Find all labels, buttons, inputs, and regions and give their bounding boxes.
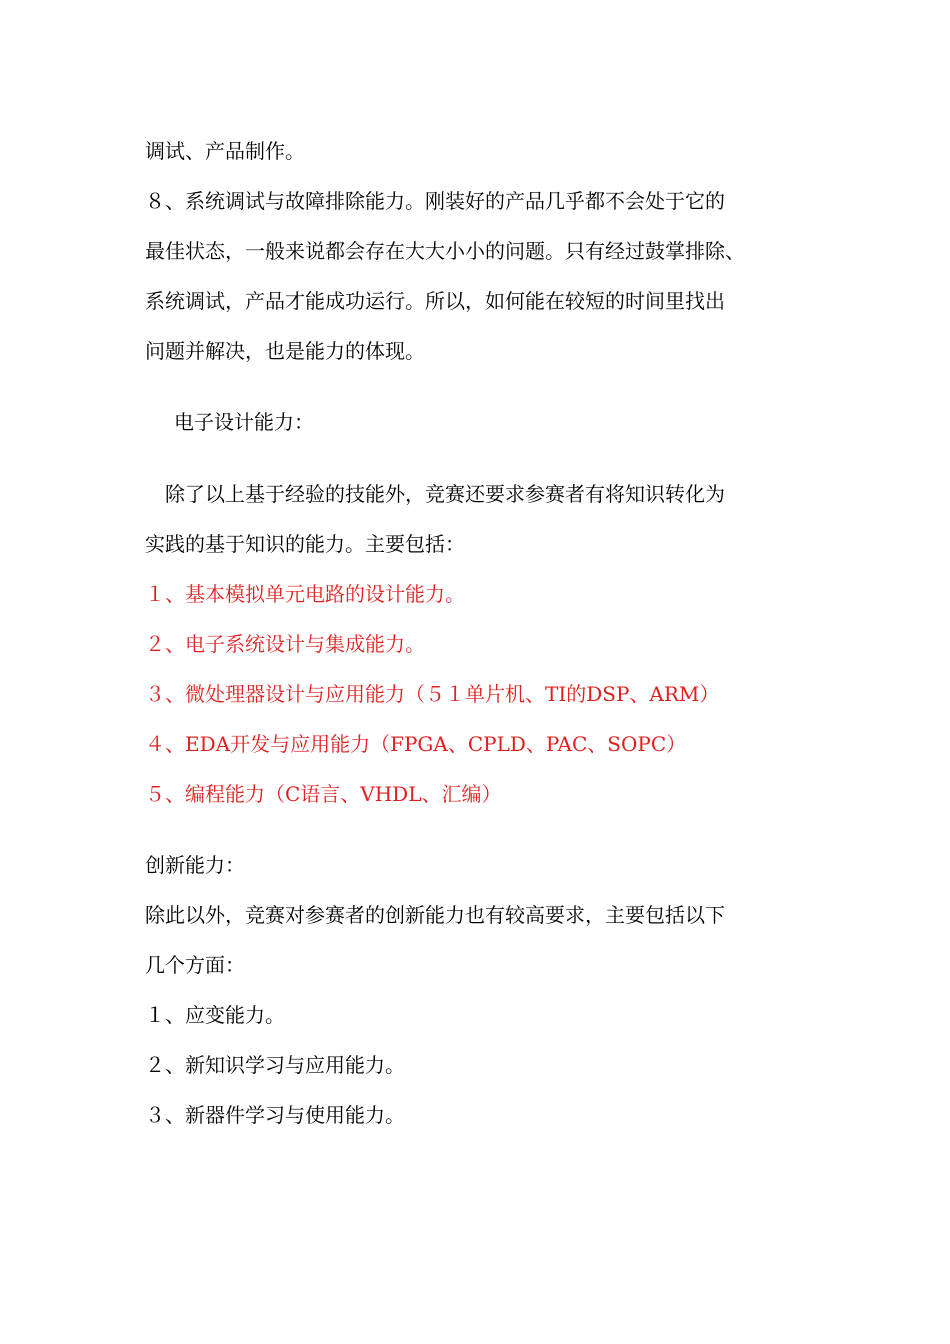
paragraph-line: 最佳状态，一般来说都会存在大大小小的问题。只有经过鼓掌排除、: [145, 239, 745, 263]
paragraph-line: 调试、产品制作。: [145, 139, 305, 163]
paragraph-line: 问题并解决，也是能力的体现。: [145, 339, 425, 363]
design-list-item: ２、电子系统设计与集成能力。: [145, 632, 425, 656]
innovation-list-item: １、应变能力。: [145, 1003, 285, 1027]
section-heading-innovation: 创新能力：: [145, 853, 245, 877]
paragraph-line: 几个方面：: [145, 953, 245, 977]
paragraph-line: 除了以上基于经验的技能外，竞赛还要求参赛者有将知识转化为: [165, 482, 725, 506]
section-heading-design: 电子设计能力：: [174, 410, 314, 434]
paragraph-line: 除此以外，竞赛对参赛者的创新能力也有较高要求，主要包括以下: [145, 903, 725, 927]
innovation-list-item: ２、新知识学习与应用能力。: [145, 1053, 405, 1077]
innovation-list-item: ３、新器件学习与使用能力。: [145, 1103, 405, 1127]
paragraph-line: 系统调试，产品才能成功运行。所以，如何能在较短的时间里找出: [145, 289, 725, 313]
paragraph-line: ８、系统调试与故障排除能力。刚装好的产品几乎都不会处于它的: [145, 189, 725, 213]
design-list-item: １、基本模拟单元电路的设计能力。: [145, 582, 465, 606]
design-list-item: ３、微处理器设计与应用能力（５１单片机、TI的DSP、ARM）: [145, 682, 720, 706]
design-list-item: ５、编程能力（C语言、VHDL、汇编）: [145, 782, 502, 806]
paragraph-line: 实践的基于知识的能力。主要包括：: [145, 532, 465, 556]
design-list-item: ４、EDA开发与应用能力（FPGA、CPLD、PAC、SOPC）: [145, 732, 687, 756]
